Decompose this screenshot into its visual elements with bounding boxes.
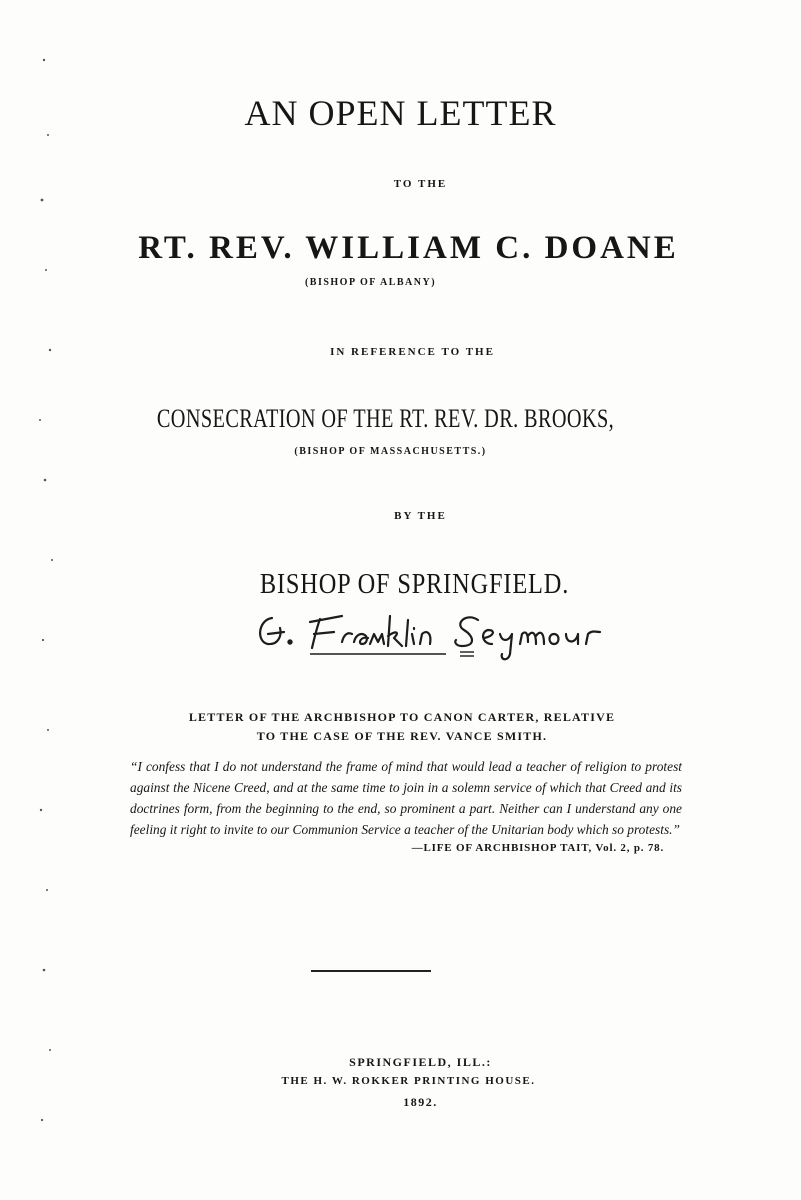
- binding-specks: [30, 40, 70, 1140]
- epigraph-heading-line-1: LETTER OF THE ARCHBISHOP TO CANON CARTER, RELATIVE: [188, 710, 616, 724]
- recipient-name: RT. REV. WILLIAM C. DOANE: [138, 230, 679, 266]
- title: AN OPEN LETTER: [244, 93, 557, 133]
- author-line: BISHOP OF SPRINGFIELD.: [259, 568, 570, 600]
- subject-see: (BISHOP OF MASSACHUSETTS.): [294, 446, 487, 457]
- epigraph-citation: —LIFE OF ARCHBISHOP TAIT, Vol. 2, p. 78.: [411, 842, 664, 854]
- divider-rule: [311, 970, 431, 972]
- to-the-line: TO THE: [393, 178, 448, 190]
- imprint-place: SPRINGFIELD, ILL.:: [349, 1055, 492, 1069]
- epigraph-quote: “I confess that I do not understand the frame of mind that would lead a teacher of religion to protest against the Nicene Creed, and at the same time to join in a solemn service of which that Creed and its doctrines form, from the beginning to the end, so prominent a part. Neither can I understand any one feeling it right to invite to our Communion Service a teacher of the Unitarian body which so protests.”: [130, 759, 682, 837]
- in-reference-line: IN REFERENCE TO THE: [330, 346, 495, 358]
- imprint-press: THE H. W. ROKKER PRINTING HOUSE.: [281, 1075, 536, 1087]
- subject-line: CONSECRATION OF THE RT. REV. DR. BROOKS,: [156, 404, 615, 433]
- imprint-year: 1892.: [403, 1095, 438, 1109]
- handwritten-signature: [250, 598, 630, 666]
- epigraph: [122, 708, 682, 854]
- epigraph-heading-line-2: TO THE CASE OF THE REV. VANCE SMITH.: [256, 729, 548, 743]
- recipient-see: (BISHOP OF ALBANY): [304, 277, 437, 288]
- epigraph-heading: [122, 708, 682, 746]
- by-the-line: BY THE: [394, 510, 447, 522]
